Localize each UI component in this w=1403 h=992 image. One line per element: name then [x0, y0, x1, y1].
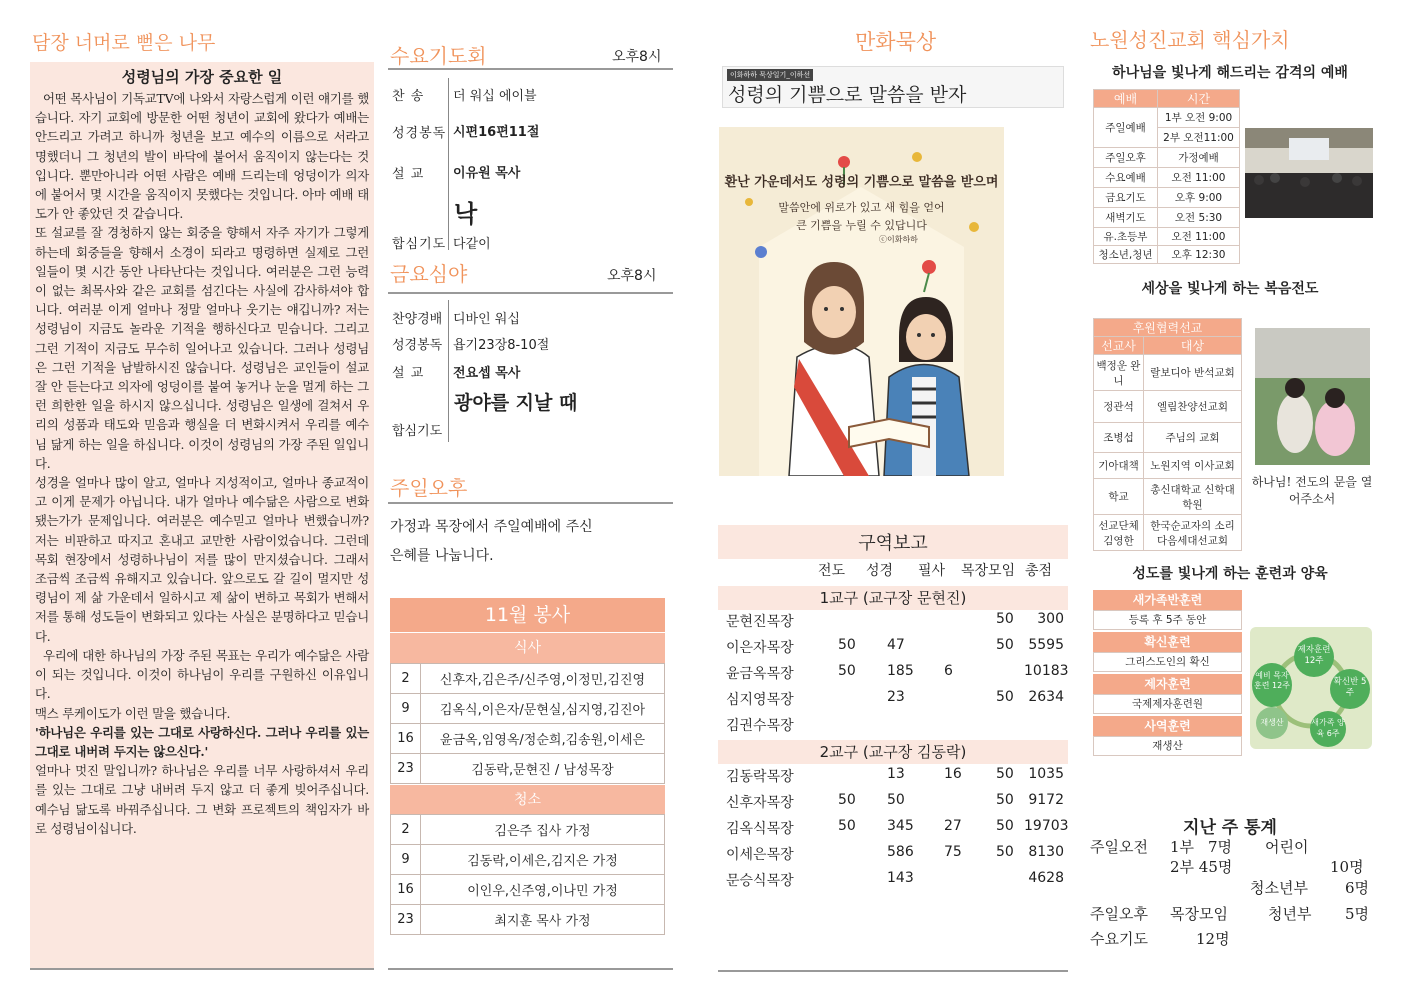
article-paragraph: 우리에 대한 하나님의 가장 주된 목표는 우리가 예수닮은 사람이 되는 것입니다. 이것이 하나님이 우리를 구원하신 이유입니다. [35, 647, 369, 702]
report-row-value: 75 [944, 844, 962, 860]
table-cell: 김옥식,이은자/문현실,심지영,김진아 [421, 694, 665, 724]
table-row [391, 845, 665, 875]
report-row-name: 신후자목장 [726, 795, 794, 811]
wed-label: 찬 송 [392, 89, 425, 104]
mission-table [1093, 318, 1242, 551]
cartoon-text: 큰 기쁨을 누릴 수 있답니다 [796, 219, 927, 232]
stats-label: 주일오전 [1090, 838, 1148, 856]
divider [448, 78, 449, 250]
table-cell: 주일예배 [1094, 108, 1158, 148]
training-subtitle: 성도를 빛나게 하는 훈련과 양육 [1132, 566, 1328, 582]
stats-title: 지난 주 통계 [1183, 818, 1277, 838]
table-cell: 백정운 완 니 [1094, 355, 1144, 391]
report-headers [818, 560, 1068, 582]
table-cell: 학교 [1094, 479, 1144, 515]
report-row-value: 1035 [1028, 766, 1064, 782]
cycle-node: 재생산 [1256, 707, 1288, 739]
table-row [391, 664, 665, 694]
training-body: 그리스도인의 확신 [1093, 652, 1242, 672]
report-row-value: 586 [887, 844, 914, 860]
worship-table [1093, 89, 1240, 264]
table-cell: 9 [391, 845, 421, 875]
report-row-value: 50 [838, 663, 856, 679]
report-row-value: 27 [944, 818, 962, 834]
worship-subtitle: 하나님을 빛나게 해드리는 감격의 예배 [1112, 65, 1348, 81]
fri-label: 합심기도 [392, 424, 443, 439]
report-row-value: 50 [996, 689, 1014, 705]
article-title: 성령님의 가장 중요한 일 [121, 68, 283, 86]
cartoon-illustration [719, 127, 1004, 476]
report-row-value: 13 [887, 766, 905, 782]
table-cell: 16 [391, 724, 421, 754]
fri-label: 설 교 [392, 366, 425, 381]
header-cell: 전도 [818, 563, 846, 579]
table-cell: 오후 12:30 [1158, 246, 1240, 264]
report-row-value: 10183 [1024, 663, 1069, 679]
manhwa-subtitle: 성령의 기쁨으로 말씀을 받자 [728, 84, 967, 106]
mission-subtitle: 세상을 빛나게 하는 복음전도 [1141, 281, 1319, 297]
table-header: 예배 [1094, 90, 1158, 108]
table-row [391, 724, 665, 754]
report-row-name: 심지영목장 [726, 692, 794, 708]
report-row-value: 5595 [1028, 637, 1064, 653]
table-header: 후원협력선교 [1094, 319, 1242, 337]
report-row-value: 345 [887, 818, 914, 834]
training-cycle-diagram [1250, 627, 1372, 749]
stats-label: 1부 [1170, 838, 1195, 856]
group-title: 1교구 (교구장 문현진) [819, 589, 967, 607]
wed-label: 설 교 [392, 167, 425, 182]
clean-table [390, 814, 665, 935]
article-paragraph: 어떤 목사님이 기독교TV에 나와서 자랑스럽게 이런 얘기를 했습니다. 자기 교회에 방문한 어떤 청년이 교회에 왔다가 예배는 안드리고 가려고 하니까 청년을 보고 예수의 이름으로 서라고 명했더니 그 청년의 발이 바닥에 붙어서 움직이지 않는다는 것입니다. 뿐만아니라 어떤 사람은 예배 드리는데 엉덩이가 의자에 붙어서 몇 시간을 움직이지 못했다는 것입니다. 아마 예배 태도가 안 좋았던 것 같습니다. [35, 91, 369, 222]
table-row [391, 905, 665, 935]
table-header: 대상 [1144, 337, 1242, 355]
table-cell: 조병섭 [1094, 423, 1144, 453]
table-cell: 기아대책 [1094, 453, 1144, 479]
table-cell: 2 [391, 815, 421, 845]
stats-label: 청소년부 [1250, 879, 1308, 897]
report-row-value: 50 [996, 766, 1014, 782]
training-head: 사역훈련 [1093, 716, 1242, 736]
report-row-value: 300 [1037, 611, 1064, 627]
manhwa-tag: 이화하하 묵상일기_이하선 [727, 69, 813, 81]
training-head: 새가족반훈련 [1093, 590, 1242, 610]
header-cell: 성경 [866, 563, 894, 579]
cycle-node: 새가족 양육 6주 [1310, 711, 1346, 747]
report-row-value: 50 [996, 818, 1014, 834]
report-row-value: 47 [887, 637, 905, 653]
fri-value: 욥기23장8-10절 [453, 338, 550, 353]
cartoon-signature: ⓒ이화하하 [879, 235, 918, 244]
core-values-title: 노원성진교회 핵심가치 [1090, 28, 1290, 52]
mission-photo-icon [1255, 328, 1370, 465]
table-cell: 노원지역 이사교회 [1144, 453, 1242, 479]
table-cell: 이인우,신주영,이나민 가정 [421, 875, 665, 905]
report-row-name: 윤금옥목장 [726, 666, 794, 682]
stats-value: 10명 [1330, 858, 1364, 876]
report-row-value: 50 [838, 818, 856, 834]
report-row-name: 김옥식목장 [726, 821, 794, 837]
mission-caption: 하나님! 전도의 문을 열어주소서 [1251, 475, 1373, 506]
stats-label: 수요기도 [1090, 930, 1148, 948]
report-row-value: 16 [944, 766, 962, 782]
table-header: 선교사 [1094, 337, 1144, 355]
divider [448, 300, 449, 442]
table-cell: 오전 11:00 [1158, 168, 1240, 188]
flower-icon [912, 152, 922, 162]
stats-label: 청년부 [1268, 905, 1312, 923]
sun-text: 가정과 목장에서 주일예배에 주신 [390, 519, 593, 535]
training-head: 제자훈련 [1093, 674, 1242, 694]
table-cell: 오전 11:00 [1158, 228, 1240, 246]
wed-time: 오후8시 [612, 49, 662, 65]
report-row-name: 이세은목장 [726, 847, 794, 863]
header-cell: 총점 [1025, 563, 1053, 579]
fri-time: 오후8시 [607, 268, 657, 284]
report-row-value: 50 [838, 637, 856, 653]
table-cell: 김동락,문현진 / 남성목장 [421, 754, 665, 784]
table-cell: 2 [391, 664, 421, 694]
table-row [391, 875, 665, 905]
fri-label: 성경봉독 [392, 338, 443, 353]
table-cell: 신후자,김은주/신주영,이정민,김진영 [421, 664, 665, 694]
meal-head: 식사 [390, 633, 665, 663]
table-cell: 1부 오전 9:00 [1158, 108, 1240, 128]
article-paragraph: 성경을 얼마나 많이 알고, 얼마나 지성적이고, 얼마나 종교적이고 이게 문제가 아닙니다. 내가 얼마나 예수닮은 사람으로 변화됐는가가 문제입니다. 여러분은 예수믿고 얼마나 변했습니까? 저는 비판하고 따지고 혼내고 교만한 사람이었습니다. 그런데 목회 현장에서 성령하나님이 저를 많이 만지셨습니다. 그래서 조금씩 조금씩 유해지고 있습니다. 앞으로도 갈 길이 멀지만 성령님이 제 삶 가운데서 일하시고 제 삶이 변하고 목회가 변해서 저를 통해 성도들이 변화되고 있다는 사실은 분명하다고 믿습니다. [35, 475, 369, 644]
cartoon-text: 말씀안에 위로가 있고 새 힘을 얻어 [778, 201, 945, 214]
header-cell: 필사 [918, 563, 946, 579]
wed-value: 더 워십 에이블 [453, 89, 537, 104]
table-row [391, 754, 665, 784]
article-quote: '하나님은 우리를 있는 그대로 사랑하신다. 그러나 우리를 있는 그대로 내버려 두지는 않으신다.' [35, 724, 369, 759]
wed-value: 이유원 목사 [453, 166, 521, 181]
report-row-value: 185 [887, 663, 914, 679]
divider [388, 502, 673, 504]
stats-label: 어린이 [1265, 838, 1309, 856]
sun-text: 은혜를 나눕니다. [390, 548, 494, 564]
table-cell: 유.초등부 [1094, 228, 1158, 246]
article-paragraph: 맥스 루케이도가 이런 말을 했습니다. [35, 705, 231, 721]
table-cell: 김동락,이세은,김지은 가정 [421, 845, 665, 875]
article-body [35, 89, 369, 838]
clean-head: 청소 [390, 785, 665, 815]
table-cell: 오전 5:30 [1158, 208, 1240, 228]
report-row-value: 19703 [1024, 818, 1069, 834]
table-cell: 한국순교자의 소리 다음세대선교회 [1144, 515, 1242, 551]
training-head: 확신훈련 [1093, 632, 1242, 652]
table-cell: 최지훈 목사 가정 [421, 905, 665, 935]
report-row-value: 143 [887, 870, 914, 886]
report-title: 구역보고 [858, 533, 928, 554]
stats-value: 12명 [1196, 930, 1230, 948]
fri-title: 금요심야 [390, 262, 468, 286]
table-cell: 선교단체 김영한 [1094, 515, 1144, 551]
table-cell: 주일오후 [1094, 148, 1158, 168]
divider [388, 968, 673, 970]
training-body: 국제제자훈련원 [1093, 694, 1242, 714]
report-row-value: 4628 [1028, 870, 1064, 886]
group-title: 2교구 (교구장 김동락) [819, 743, 967, 761]
report-row-value: 6 [944, 663, 953, 679]
table-cell: 주님의 교회 [1144, 423, 1242, 453]
fri-value: 전요셉 목사 [453, 366, 521, 381]
divider [388, 292, 673, 294]
stats-label: 주일오후 [1090, 905, 1148, 923]
report-row-value: 50 [996, 611, 1014, 627]
table-row [391, 694, 665, 724]
table-cell: 2부 오전11:00 [1158, 128, 1240, 148]
cycle-node: 확신반 5주 [1330, 669, 1370, 709]
wed-label: 성경봉독 [392, 126, 447, 141]
cycle-node: 예비 목자훈련 12주 [1252, 663, 1292, 707]
table-cell: 금요기도 [1094, 188, 1158, 208]
table-cell: 9 [391, 694, 421, 724]
table-cell: 새벽기도 [1094, 208, 1158, 228]
stats-value: 5명 [1345, 905, 1370, 923]
table-row [391, 815, 665, 845]
report-row-value: 50 [996, 637, 1014, 653]
divider [718, 970, 1068, 972]
table-cell: 수요예배 [1094, 168, 1158, 188]
report-row-value: 23 [887, 689, 905, 705]
table-cell: 김은주 집사 가정 [421, 815, 665, 845]
service-title: 11월 봉사 [390, 598, 665, 632]
section-title-tree: 담장 너머로 뻗은 나무 [32, 32, 216, 54]
report-row-value: 9172 [1028, 792, 1064, 808]
header-cell: 목장모임 [961, 563, 1016, 579]
report-row-name: 김권수목장 [726, 718, 794, 734]
stats-value: 2부 45명 [1170, 858, 1233, 876]
table-cell: 가정예배 [1158, 148, 1240, 168]
divider [30, 968, 374, 970]
table-cell: 청소년,청년 [1094, 246, 1158, 264]
table-cell: 23 [391, 905, 421, 935]
wed-label: 합심기도 [392, 237, 447, 252]
report-row-value: 50 [996, 844, 1014, 860]
stats-value: 7명 [1208, 838, 1233, 856]
worship-photo [1245, 128, 1373, 218]
table-cell: 23 [391, 754, 421, 784]
worship-photo-icon [1245, 128, 1373, 218]
report-row-name: 문승식목장 [726, 873, 794, 889]
fri-value: 디바인 워십 [453, 312, 520, 327]
report-row-value: 8130 [1028, 844, 1064, 860]
table-cell: 랄보디아 반석교회 [1144, 355, 1242, 391]
fri-sermon-title: 광야를 지날 때 [454, 392, 578, 414]
fri-label: 찬양경배 [392, 312, 443, 327]
training-body: 등록 후 5주 동안 [1093, 610, 1242, 630]
article-paragraph: 또 설교를 잘 경청하지 않는 회중을 향해서 자주 자기가 그렇게 하는데 회중들을 향해서 소경이 되라고 명령하면 실제로 그런 일들이 몇 시간 동안 나타난다는 것입니다. 여러분은 그런 능력이 없는 최목사와 같은 교회를 섬긴다는 사실에 감사하셔야 합니다. 여러분 이게 얼마나 정말 얼마나 웃기는 얘깁니까? 저는 성령님이 지금도 놀라운 기적을 행하신다고 믿습니다. 그리고 그런 기적이 지금도 무수히 일어나고 있습니다. 그러나 성령님은 그런 기적을 남발하시진 않습니다. 성령님은 교인들이 설교 잘 안 듣는다고 의자에 엉덩이를 붙여 놓거나 눈을 멀게 하는 그런 희한한 일을 하시지 않으십니다. 성령님은 일생에 걸쳐서 우리의 성품과 태도와 믿음과 행실을 더 변화시켜서 우리를 예수님 닮게 하는 일을 하십니다. 이것이 성령님의 가장 주된 일입니다. [35, 225, 369, 471]
manhwa-title: 만화묵상 [855, 30, 937, 54]
training-body: 재생산 [1093, 736, 1242, 756]
table-cell: 엘림찬양선교회 [1144, 391, 1242, 423]
report-row-name: 김동락목장 [726, 769, 794, 785]
table-cell: 16 [391, 875, 421, 905]
cycle-node: 제자훈련 12주 [1294, 637, 1334, 677]
cartoon-text: 환난 가운데서도 성령의 기쁨으로 말씀을 받으며 [724, 175, 999, 190]
table-cell: 총신대학교 신학대학원 [1144, 479, 1242, 515]
report-row-value: 50 [838, 792, 856, 808]
sun-title: 주일오후 [390, 476, 468, 500]
report-row-name: 이은자목장 [726, 640, 794, 656]
flower-icon [755, 246, 767, 258]
mission-photo [1255, 328, 1370, 465]
report-row-name: 문현진목장 [726, 614, 794, 630]
wed-sermon-title: 낙 [454, 200, 478, 228]
meal-table [390, 663, 665, 784]
table-cell: 윤금옥,임영옥/정순희,김송원,이세은 [421, 724, 665, 754]
wed-value: 다같이 [453, 237, 491, 252]
wed-title: 수요기도회 [390, 44, 487, 68]
table-cell: 오후 9:00 [1158, 188, 1240, 208]
article-closing: 얼마나 멋진 말입니까? 하나님은 우리를 너무 사랑하셔서 우리를 있는 그대로 그냥 내버려 두지 않고 더 좋게 빚어주십니다. 예수님 닮도록 바꿔주십니다. 그 변화 프로젝트의 책임자가 바로 성령님이십니다. [35, 763, 369, 836]
report-row-value: 50 [996, 792, 1014, 808]
stats-label: 목장모임 [1170, 905, 1228, 923]
table-header: 시간 [1158, 90, 1240, 108]
table-cell: 정관석 [1094, 391, 1144, 423]
report-row-value: 2634 [1028, 689, 1064, 705]
divider [388, 68, 673, 70]
report-row-value: 50 [887, 792, 905, 808]
column-article [30, 62, 374, 969]
wed-value: 시편16편11절 [453, 125, 540, 140]
stats-value: 6명 [1345, 879, 1370, 897]
